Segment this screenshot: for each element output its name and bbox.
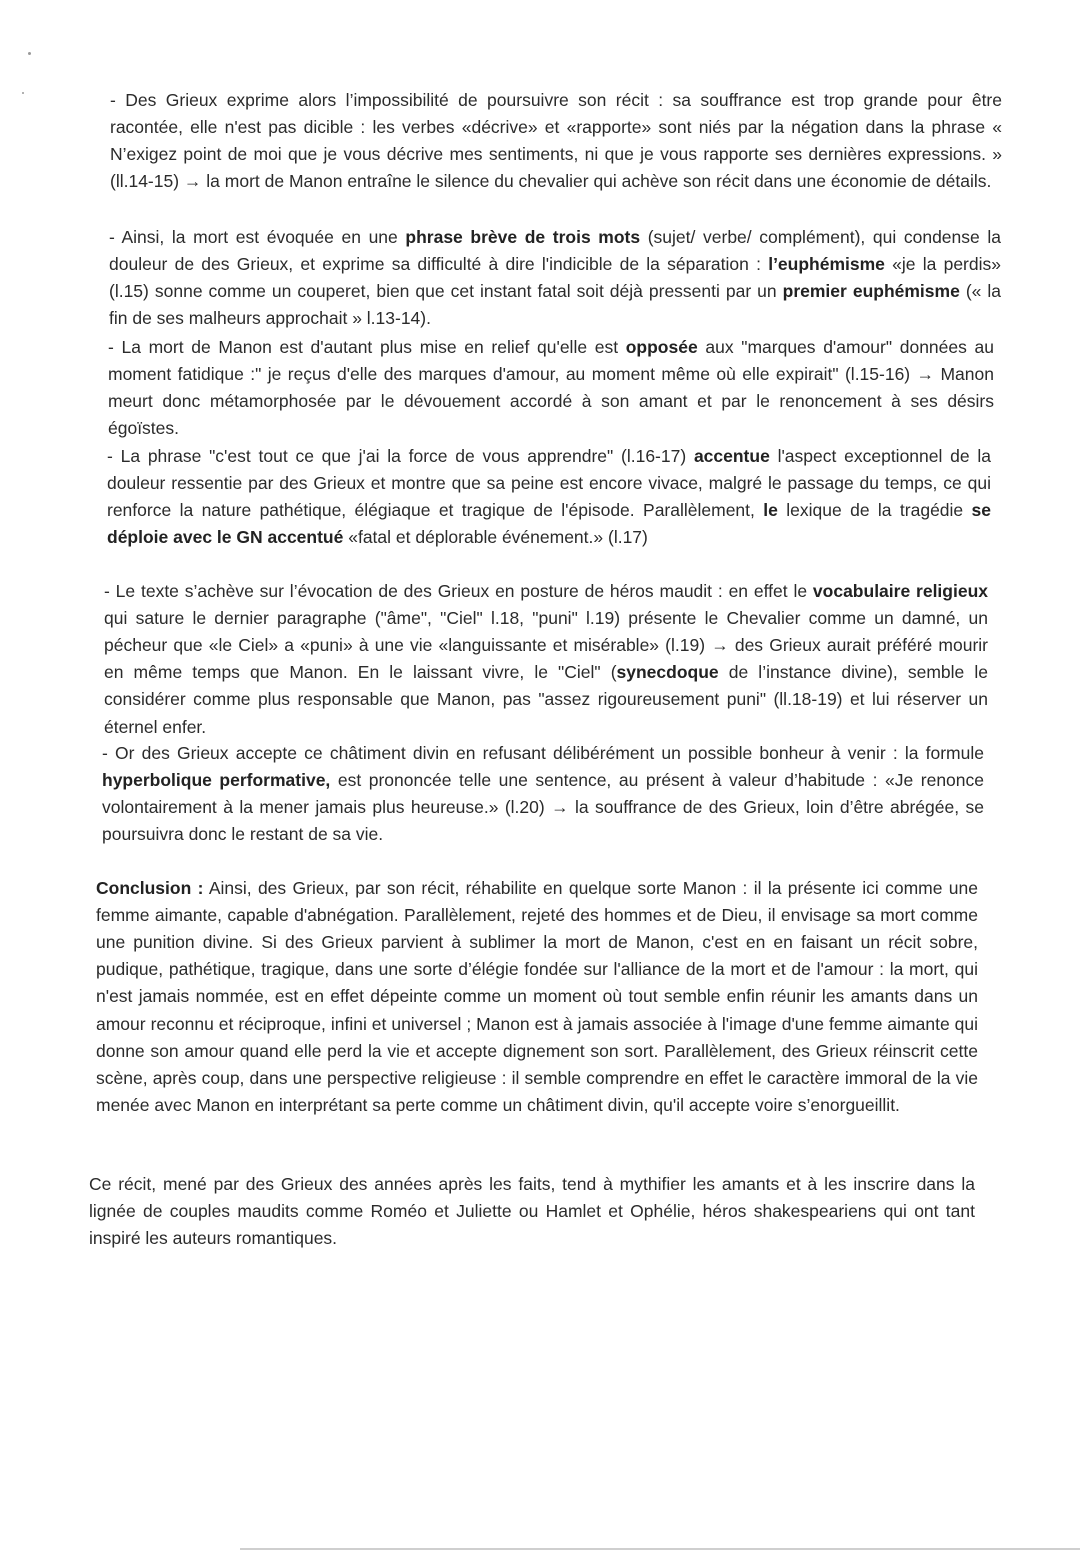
bold-text-segment: opposée — [625, 336, 698, 357]
paragraph-conclusion — [96, 875, 978, 1120]
text-segment: (« la fin de ses malheurs approchait » l.13-14). — [109, 280, 1002, 329]
text-segment: l'aspect exceptionnel de la douleur ressentie par des Grieux et montre que sa peine est encore vivace, malgré le passage du temps, ce qui renforce la nature pathétique, élégiaque et tragique de l'épisode. Parallèlement, — [107, 445, 991, 520]
text-segment: Ainsi, des Grieux, par son récit, réhabilite en quelque sorte Manon : il la présente ici comme une femme aimante, capable d'abnégation. Parallèlement, rejeté des hommes et de Dieu, il envisage sa mort comme une punition divine. Si des Grieux parvient à sublimer la mort de Manon, c'est en en faisant un récit sobre, pudique, pathétique, tragique, dans une sorte d’élégie fondée sur l'alliance de la mort et de l'amour : la mort, qui n'est jamais nommée, est en effet dépeinte comme un moment où tout semble enfin réunir les amants dans un amour reconnu et réciproque, infini et universel ; Manon est à jamais associée à l'image d'une femme aimante qui donne son amour quand elle perd la vie et accepte dignement son sort. Parallèlement, des Grieux réinscrit cette scène, après coup, dans une perspective religieuse : il semble comprendre en effet le caractère immoral de la vie menée avec Manon en interprétant sa perte comme un châtiment divin, qu'il accepte voire s’enorgueillit. — [96, 877, 979, 1116]
text-segment: - Ainsi, la mort est évoquée en une — [109, 226, 406, 247]
paragraph-chatiment-divin — [102, 740, 984, 849]
text-segment: - Or des Grieux accepte ce châtiment divin en refusant délibérément un possible bonheur à venir : la formule — [102, 742, 984, 763]
paragraph-heros-maudit — [104, 578, 988, 741]
text-segment: lexique de la tragédie — [777, 499, 972, 520]
bold-text-segment: hyperbolique performative, — [102, 769, 331, 790]
paragraph-ouverture — [89, 1171, 975, 1253]
text-segment: Ce récit, mené par des Grieux des années après les faits, tend à mythifier les amants et à les inscrire dans la lignée de couples maudits comme Roméo et Juliette ou Hamlet et Ophélie, héros shakespeariens qui ont tant inspiré les auteurs romantiques. — [89, 1173, 975, 1248]
text-segment: aux "marques d'amour" données au moment fatidique :" je reçus d'elle des marques d'amour, au moment même où elle expirait" (l.15-16) → Manon meurt donc métamorphosée par le dévouement accordé à son amant et par le renoncement à ses désirs égoïstes. — [108, 336, 995, 439]
scan-speck — [22, 92, 24, 94]
text-segment: - La mort de Manon est d'autant plus mise en relief qu'elle est — [108, 336, 626, 357]
bold-text-segment: le — [763, 499, 778, 520]
bold-text-segment: l’euphémisme — [768, 253, 885, 274]
bottom-edge-rule — [240, 1548, 1080, 1550]
text-segment: «fatal et déplorable événement.» (l.17) — [343, 527, 648, 548]
bold-text-segment: accentue — [693, 445, 770, 466]
paragraph-douleur-exceptionnelle — [107, 443, 991, 552]
paragraph-marques-amour — [108, 334, 994, 443]
bold-text-segment: Conclusion : — [96, 877, 204, 898]
bold-text-segment: phrase brève de trois mots — [405, 226, 641, 247]
text-segment: de l’instance divine), semble le considérer comme plus responsable que Manon, pas "assez rigoureusement puni" (ll.18-19) et lui réserver un éternel enfer. — [104, 662, 988, 737]
bold-text-segment: premier euphémisme — [782, 280, 960, 301]
paragraph-phrase-breve — [109, 224, 1001, 333]
bold-text-segment: vocabulaire religieux — [812, 580, 989, 601]
text-segment: (sujet/ verbe/ complément), qui condense la douleur de des Grieux, et exprime sa difficulté à dire l'indicible de la séparation : — [109, 226, 1001, 274]
bold-text-segment: synecdoque — [616, 662, 719, 683]
paragraph-impossibilite-recit — [110, 87, 1002, 196]
text-segment: «je la perdis» (l.15) sonne comme un couperet, bien que cet instant fatal soit déjà pressenti par un — [109, 253, 1001, 301]
text-segment: - Le texte s’achève sur l’évocation de des Grieux en posture de héros maudit : en effet le — [104, 580, 813, 601]
text-segment: - La phrase "c'est tout ce que j'ai la force de vous apprendre" (l.16-17) — [107, 445, 694, 466]
scan-speck — [28, 52, 31, 55]
text-segment: qui sature le dernier paragraphe ("âme", "Ciel" l.18, "puni" l.19) présente le Chevalier comme un damné, un pécheur que «le Ciel» a «puni» à une vie «languissante et misérable» (l.19) → des Grieux aurait préféré mourir en même temps que Manon. En le laissant vivre, le "Ciel" ( — [104, 607, 988, 683]
bold-text-segment: se déploie avec le GN accentué — [107, 499, 992, 548]
text-segment: - Des Grieux exprime alors l’impossibilité de poursuivre son récit : sa souffrance est trop grande pour être racontée, elle n'est pas dicible : les verbes «décrive» et «rapporte» sont niés par la négation dans la phrase « N’exigez point de moi que je vous décrive mes sentiments, ni que je vous rapporte ses dernières expressions. » (ll.14-15) → la mort de Manon entraîne le silence du chevalier qui achève son récit dans une économie de détails. — [110, 89, 1002, 192]
text-segment: est prononcée telle une sentence, au présent à valeur d’habitude : «Je renonce volontairement à la mener jamais plus heureuse.» (l.20) → la souffrance de des Grieux, loin d’être abrégée, se poursuivra donc le restant de sa vie. — [102, 769, 984, 845]
